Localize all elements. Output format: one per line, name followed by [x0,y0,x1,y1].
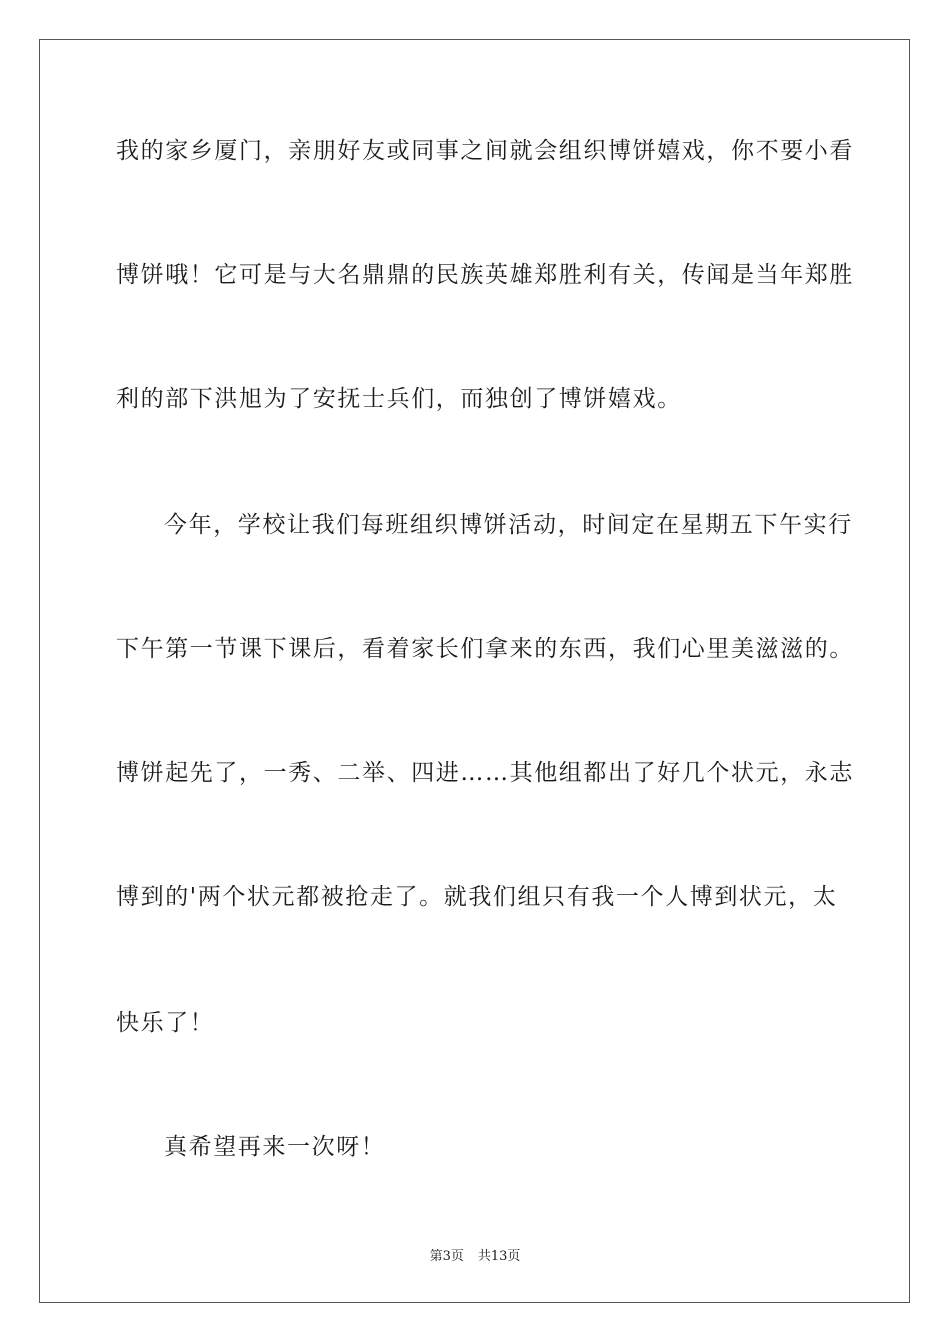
page-border [39,39,910,1303]
body-line: 博饼哦！它可是与大名鼎鼎的民族英雄郑胜利有关，传闻是当年郑胜 [116,262,854,288]
page-total: 共13页 [477,1249,521,1264]
body-line: 博饼起先了，一秀、二举、四进……其他组都出了好几个状元，永志 [116,760,854,786]
body-line-paragraph-start: 真希望再来一次呀！ [164,1134,386,1160]
body-line: 博到的'两个状元都被抢走了。就我们组只有我一个人博到状元，太 [116,884,838,910]
page-footer [0,1248,950,1266]
body-line: 我的家乡厦门，亲朋好友或同事之间就会组织博饼嬉戏，你不要小看 [116,138,854,164]
body-line: 快乐了！ [116,1010,215,1036]
body-line: 利的部下洪旭为了安抚士兵们，而独创了博饼嬉戏。 [116,386,682,412]
body-line-paragraph-start: 今年，学校让我们每班组织博饼活动，时间定在星期五下午实行 [164,512,853,538]
body-line: 下午第一节课下课后，看着家长们拿来的东西，我们心里美滋滋的。 [116,636,854,662]
page-number: 第3页 [429,1249,464,1264]
